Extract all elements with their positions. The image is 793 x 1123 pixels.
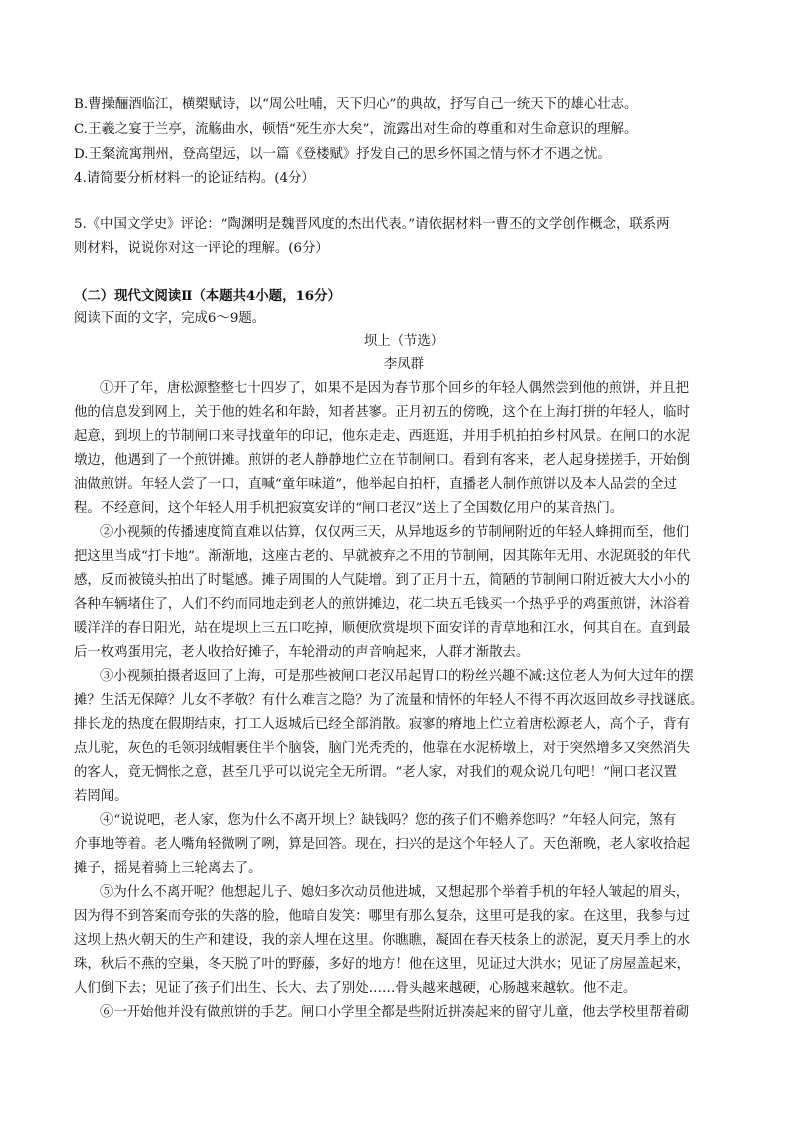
passage-line: ②小视频的传播速度简直难以估算，仅仅两三天，从异地返乡的节制闸附近的年轻人蜂拥而至，他们 [100,525,690,540]
passage-line: 各种车辆堵住了，人们不约而同地走到老人的煎饼摊边，花二块五毛钱买一个热乎乎的鸡蛋煎饼，沐浴着 [74,597,690,612]
option-c: C.王羲之宴于兰亭，流觞曲水，顿悟“死生亦大矣”，流露出对生命的尊重和对生命意识的理解。 [74,122,638,137]
passage-author: 李凤群 [383,357,425,372]
passage-line: 点儿驼，灰色的毛领羽绒帽裹住半个脑袋，脑门光秃秃的，他靠在水泥桥墩上，对于突然增多又突然消失 [74,741,690,756]
passage-title: 坝上（节选） [363,334,445,349]
passage-line: 油做煎饼。年轻人尝了一口，直喊“童年味道”，他举起自拍杆，直播老人制作煎饼以及本人品尝的全过 [74,477,677,492]
passage-line: 这坝上热火朝天的生产和建设，我的亲人埋在这里。你瞧瞧，凝固在春天枝条上的淤泥，夏天月季上的水 [74,933,690,948]
passage-line: 起意，到坝上的节制闸口来寻找童年的印记，他东走走、西逛逛，并用手机拍拍乡村风景。在闸口的水泥 [74,429,690,444]
passage-line: 摊？生活无保障？儿女不孝敬？有什么难言之隐？为了流量和情怀的年轻人不得不再次返回故乡寻找谜底。 [74,693,704,708]
passage-line: 介事地等着。老人嘴角轻微咧了咧，算是回答。现在，扫兴的是这个年轻人了。天色渐晚，老人家收拾起 [74,837,690,852]
passage-line: ①开了年，唐松源整整七十四岁了，如果不是因为春节那个回乡的年轻人偶然尝到他的煎饼，并且把 [100,381,690,396]
passage-line: ④“说说吧，老人家，您为什么不离开坝上？缺钱吗？您的孩子们不赡养您吗？”年轻人问完，煞有 [100,813,677,828]
section-heading: （二）现代文阅读Ⅱ（本题共4小题，16分） [74,288,341,304]
passage-line: ⑤为什么不离开呢？他想起儿子、媳妇多次动员他进城，又想起那个举着手机的年轻人皱起的眉头， [100,885,690,900]
passage-line: 珠，秋后不燕的空巢，冬天脱了叶的野藤，多好的地方！他在这里，见证过大洪水；见证了房屋盖起来， [74,957,690,972]
passage-line: ③小视频拍摄者返回了上海，可是那些被闸口老汉吊起胃口的粉丝兴趣不减:这位老人为何大过年的摆 [100,669,694,684]
passage-line: 程。不经意间，这个年轻人用手机把寂寞安详的“闸口老汉”送上了全国数亿用户的某音热门。 [74,501,624,516]
question-5-line-2: 则材料，说说你对这一评论的理解。(6分） [74,241,329,256]
passage-line: ⑥一开始他并没有做煎饼的手艺。闸口小学里全都是些附近拼凑起来的留守儿童，他去学校里帮着砌 [100,1005,690,1020]
passage-line: 感，反而被镜头拍出了时髦感。摊子周围的人气陡增。到了正月十五，简陋的节制闸口附近被大大小小的 [74,573,690,588]
question-5-line-1: 5.《中国文学史》评论：“陶渊明是魏晋风度的杰出代表。”请依据材料一曹丕的文学创作概念，联系两 [74,217,670,232]
passage-line: 把这里当成“打卡地”。渐渐地，这座古老的、早就被弃之不用的节制闸，因其陈年无用、水泥斑驳的年代 [74,549,691,564]
passage-line: 暖洋洋的春日阳光，站在堤坝上三五口吃掉，顺便欣赏堤坝下面安详的青草地和江水，何其自在。直到最 [74,621,690,636]
passage-line: 人们倒下去；见证了孩子们出生、长大、去了别处……骨头越来越硬，心肠越来越软。他不走。 [74,981,637,996]
passage-line: 排长龙的热度在假期结束，打工人返城后已经全部消散。寂寥的瘠地上伫立着唐松源老人，高个子，背有 [74,717,690,732]
option-b: B.曹操酾酒临江，横槊赋诗，以“周公吐哺，天下归心”的典故，抒写自己一统天下的雄心壮志。 [74,97,638,112]
passage-line: 摊子，摇晃着骑上三轮离去了。 [74,861,262,876]
passage-line: 因为得不到答案而夸张的失落的脸，他暗自发笑：哪里有那么复杂，这里可是我的家。在这里，我参与过 [74,909,690,924]
passage-line: 的客人，竟无惆怅之意，甚至几乎可以说完全无所谓。“老人家，对我们的观众说几句吧！”闸口老汉置 [74,765,677,780]
section-instruction: 阅读下面的文字，完成6～9题。 [74,311,266,326]
option-d: D.王粲流寓荆州，登高望远，以一篇《登楼赋》抒发自己的思乡怀国之情与怀才不遇之忧。 [74,147,611,162]
passage-line: 若罔闻。 [74,789,128,804]
passage-line: 后一枚鸡蛋用完，老人收拾好摊子，车轮滑动的声音响起来，人群才渐散去。 [74,645,530,660]
question-4: 4.请简要分析材料一的论证结构。(4分） [74,171,315,186]
passage-line: 他的信息发到网上，关于他的姓名和年龄，知者甚寥。正月初五的傍晚，这个在上海打拼的年轻人，临时 [74,405,690,420]
passage-line: 墩边，他遇到了一个煎饼摊。煎饼的老人静静地伫立在节制闸口。看到有客来，老人起身搓搓手，开始倒 [74,453,690,468]
